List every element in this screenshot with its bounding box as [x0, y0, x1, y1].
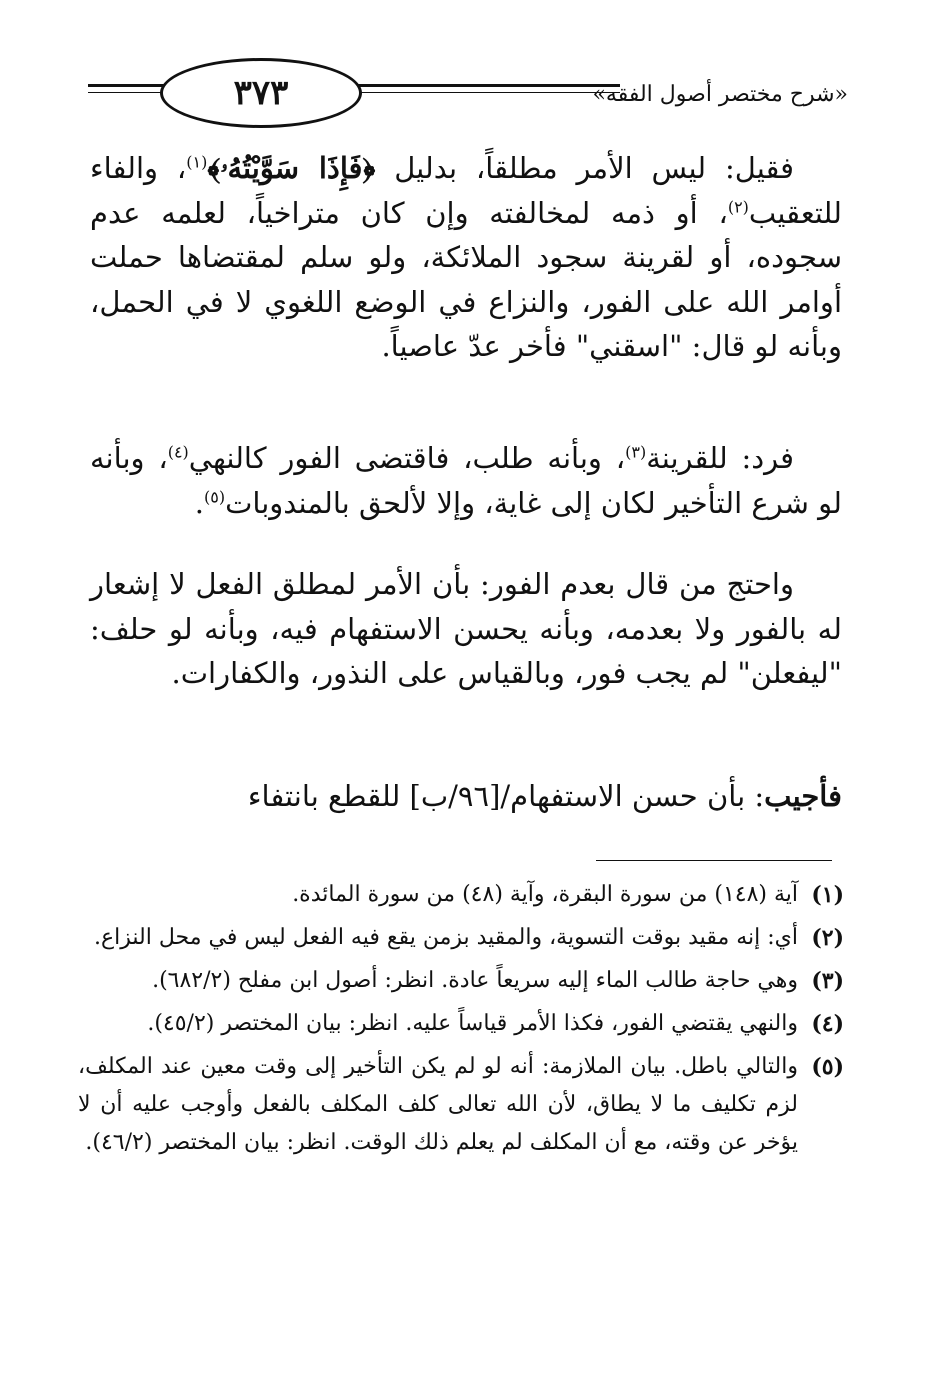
footnote-5 — [78, 1048, 844, 1162]
header-rule-left-bottom — [88, 92, 168, 93]
footnotes — [78, 876, 844, 1167]
header-rule-left-top — [88, 84, 168, 87]
footnote-number: (٢) — [811, 925, 844, 951]
header-rule-right-top — [350, 84, 620, 87]
footnote-ref-4[interactable]: (٤) — [167, 442, 189, 462]
footnote-4 — [78, 1005, 844, 1043]
p1-text-b: ، والفاء للتعقيب — [90, 151, 842, 230]
footnote-number: (٣) — [811, 968, 844, 994]
footnote-text: والتالي باطل. بيان الملازمة: أنه لو لم يكن التأخير إلى وقت معين عند المكلف، لزم تكليف ما لا يطاق، لأن الله تعالى كلف المكلف بالفعل وأوجب عليه أن لا يؤخر عن وقته، مع أن المكلف لم يعلم ذلك الوقت. انظر: بيان المختصر (٤٦/٢). — [78, 1054, 798, 1155]
paragraph-4 — [90, 774, 842, 819]
p2-text-a: فرد: للقرينة — [646, 441, 795, 475]
p2-text-d: . — [194, 485, 204, 520]
p3-text: واحتج من قال بعدم الفور: بأن الأمر لمطلق الفعل لا إشعار له بالفور ولا بعدمه، وبأنه يحسن الاستفهام فيه، وبأنه لو حلف: "ليفعلن" لم يجب فور، وبالقياس على النذور، والكفارات. — [90, 567, 842, 690]
footnote-number: (٤) — [811, 1011, 844, 1037]
page-number-oval — [160, 58, 362, 128]
paragraph-1 — [90, 146, 842, 369]
footnote-3 — [78, 962, 844, 1000]
answer-label: فأجيب — [764, 779, 842, 813]
footnote-ref-1[interactable]: (١) — [186, 152, 208, 172]
p1-text-c: ، أو ذمه لمخالفته وإن كان متراخياً، لعلمه عدم سجوده، أو لقرينة سجود الملائكة، ولو سلم لمقتضاها حملت أوامر الله على الفور، والنزاع في الوضع اللغوي لا في الحمل، وبأنه لو قال: "اسقني" فأخر عدّ عاصياً. — [90, 195, 842, 363]
page-number: ٣٧٣ — [233, 73, 289, 113]
footnote-2 — [78, 919, 844, 957]
p2-text-b: ، وبأنه طلب، فاقتضى الفور كالنهي — [188, 441, 626, 475]
footnote-text: آية (١٤٨) من سورة البقرة، وآية (٤٨) من سورة المائدة. — [292, 882, 798, 907]
footnote-ref-2[interactable]: (٢) — [727, 196, 749, 216]
p2-text-c: ، وبأنه لو شرع التأخير لكان إلى غاية، وإلا لألحق بالمندوبات — [90, 441, 842, 520]
footnote-ref-5[interactable]: (٥) — [203, 486, 226, 506]
page-header — [88, 58, 848, 128]
paragraph-3 — [90, 562, 842, 696]
footnote-text: وهي حاجة طالب الماء إليه سريعاً عادة. انظر: أصول ابن مفلح (٦٨٢/٢). — [152, 968, 798, 993]
p4-text: : بأن حسن الاستفهام/[٩٦/ب] للقطع بانتفاء — [247, 779, 765, 813]
header-rule-right-bottom — [350, 92, 620, 93]
footnote-number: (٥) — [811, 1054, 844, 1080]
footnote-text: والنهي يقتضي الفور، فكذا الأمر قياساً عليه. انظر: بيان المختصر (٤٥/٢). — [147, 1011, 798, 1036]
running-title: «شرح مختصر أصول الفقه» — [592, 82, 848, 107]
footnote-1 — [78, 876, 844, 914]
footnote-number: (١) — [811, 882, 844, 908]
paragraph-2 — [90, 436, 842, 525]
footnote-text: أي: إنه مقيد بوقت التسوية، والمقيد بزمن يقع فيه الفعل ليس في محل النزاع. — [94, 925, 798, 950]
footnote-ref-3[interactable]: (٣) — [625, 442, 647, 462]
footnote-separator — [596, 860, 832, 861]
quran-verse: ﴿فَإِذَا سَوَّيْتُهُۥ﴾ — [207, 151, 376, 185]
p1-text-a: فقيل: ليس الأمر مطلقاً، بدليل — [375, 151, 794, 185]
